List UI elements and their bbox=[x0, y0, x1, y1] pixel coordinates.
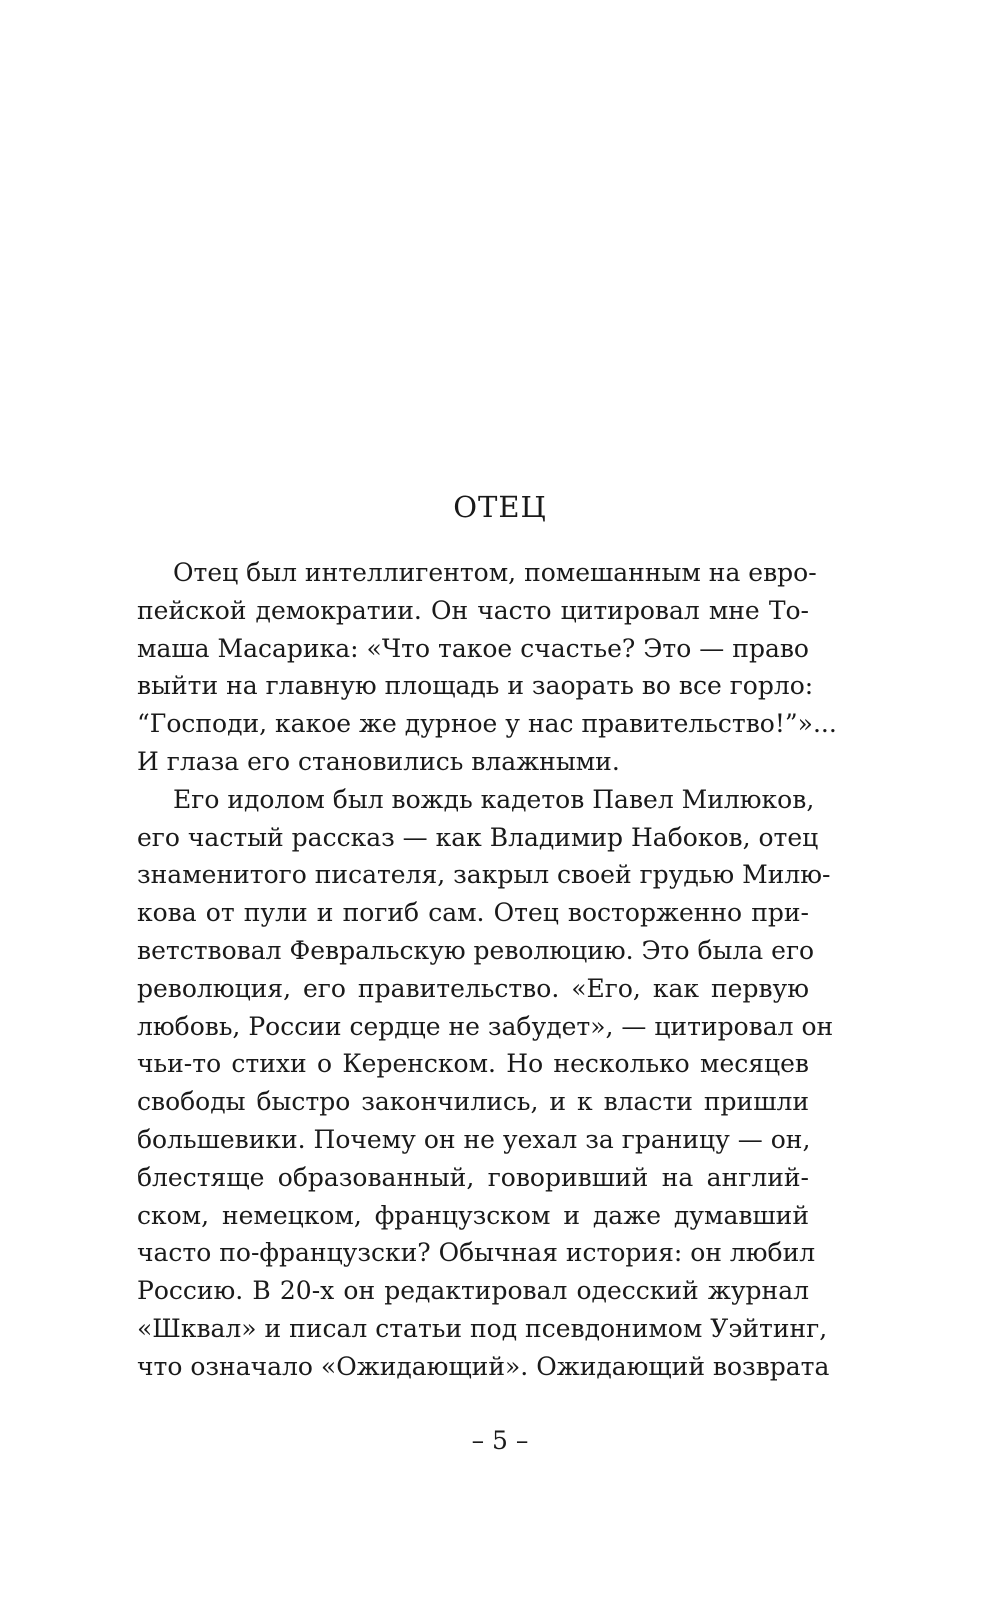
text-line: что означало «Ожидающий». Ожидающий возврата bbox=[137, 1351, 830, 1381]
page-number: – 5 – bbox=[471, 1426, 529, 1455]
text-line: его частый рассказ — как Владимир Набоков, отец bbox=[137, 822, 819, 852]
text-line: чьи-то стихи о Керенском. Но несколько месяцев bbox=[137, 1049, 809, 1079]
text-line: И глаза его становились влажными. bbox=[137, 746, 620, 776]
text-line: маша Масарика: «Что такое счастье? Это — право bbox=[137, 633, 809, 663]
text-line: часто по-французски? Обычная история: он любил bbox=[137, 1238, 816, 1268]
chapter-title: ОТЕЦ bbox=[453, 490, 547, 524]
text-line: Отец был интеллигентом, помешанным на евро- bbox=[173, 558, 817, 587]
text-line: «Шквал» и писал статьи под псевдонимом Уэйтинг, bbox=[137, 1313, 828, 1343]
text-line: выйти на главную площадь и заорать во все горло: bbox=[137, 671, 814, 701]
body-text bbox=[137, 554, 837, 1386]
text-line: большевики. Почему он не уехал за границу — он, bbox=[137, 1124, 811, 1154]
text-line: кова от пули и погиб сам. Отец восторженно при- bbox=[137, 898, 809, 928]
text-line: революция, его правительство. «Его, как первую bbox=[137, 973, 809, 1003]
text-line: блестяще образованный, говоривший на англий- bbox=[137, 1162, 809, 1192]
text-line: любовь, России сердце не забудет», — цитировал он bbox=[137, 1011, 834, 1041]
text-line: “Господи, какое же дурное у нас правительство!”»... bbox=[137, 709, 837, 739]
text-line: пейской демократии. Он часто цитировал мне То- bbox=[137, 595, 809, 625]
text-line: ском, немецком, французском и даже думавший bbox=[137, 1200, 809, 1230]
text-line: ветствовал Февральскую революцию. Это была его bbox=[137, 935, 815, 965]
text-line: знаменитого писателя, закрыл своей грудью Милю- bbox=[137, 860, 831, 890]
text-line: свободы быстро закончились, и к власти пришли bbox=[137, 1087, 809, 1117]
text-line: Его идолом был вождь кадетов Павел Милюков, bbox=[173, 784, 815, 814]
text-line: Россию. В 20-х он редактировал одесский журнал bbox=[137, 1276, 809, 1306]
